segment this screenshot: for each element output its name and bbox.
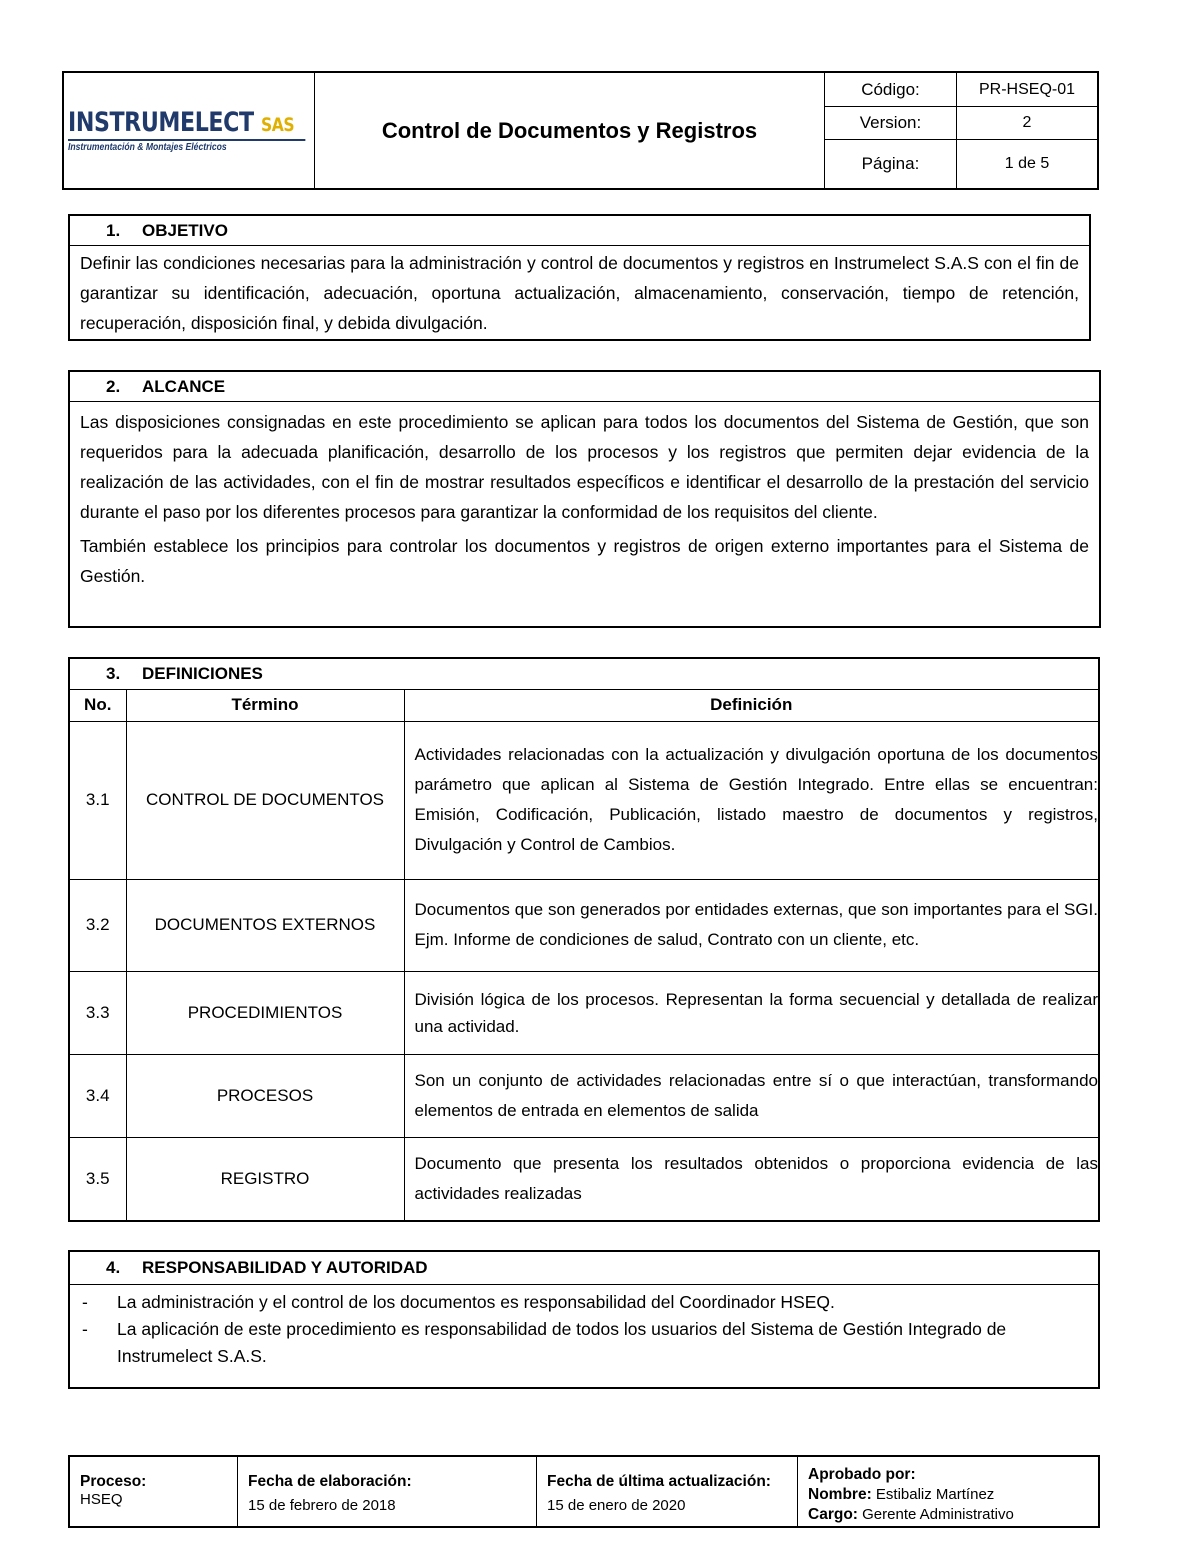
table-row: 3.3 PROCEDIMIENTOS División lógica de los procesos. Representan la forma secuencial y detallada de realizar una actividad. [70,971,1098,1054]
definitions-table [70,690,1098,1221]
responsibility-list [70,1285,1098,1376]
table-header-row: No. Término Definición [70,690,1098,721]
company-logo [64,73,315,188]
meta-version-row: Version: 2 [825,107,1097,140]
section-heading: 4. RESPONSABILIDAD Y AUTORIDAD [70,1252,1098,1285]
meta-page-row: Página: 1 de 5 [825,140,1097,188]
section-text [70,402,1099,597]
document-title: Control de Documentos y Registros [315,73,825,188]
paragraph: También establece los principios para controlar los documentos y registros de origen externo importantes para el Sistema de Gestión. [80,536,1089,586]
table-row: 3.2 DOCUMENTOS EXTERNOS Documentos que son generados por entidades externas, que son importantes para el SGI. Ejm. Informe de condiciones de salud, Contrato con un cliente, etc. [70,879,1098,971]
document-meta [825,73,1097,188]
footer-fecha-actualizacion: Fecha de última actualización: 15 de enero de 2020 [537,1457,798,1526]
section-objetivo [68,214,1091,341]
section-definiciones [68,657,1100,1222]
logo-wordmark: INSTRUMELECT SAS [68,106,295,138]
meta-code-row: Código: PR-HSEQ-01 [825,73,1097,107]
footer-fecha-elaboracion: Fecha de elaboración: 15 de febrero de 2018 [238,1457,537,1526]
paragraph: Las disposiciones consignadas en este procedimiento se aplican para todos los documentos del Sistema de Gestión, que son requeridos para la adecuada planificación, desarrollo de los procesos y los registros que permiten dejar evidencia de la realización de las actividades, con el fin de mostrar resultados específicos e identificar el desarrollo de la prestación del servicio durante el paso por los diferentes procesos para garantizar la conformidad de los requisitos del cliente. [80,412,1089,522]
footer-proceso: Proceso: HSEQ [70,1457,238,1526]
footer-aprobado: Aprobado por: Nombre: Estibaliz Martínez Cargo: Gerente Administrativo [808,1466,1014,1523]
table-row: 3.1 CONTROL DE DOCUMENTOS Actividades relacionadas con la actualización y divulgación oportuna de los documentos parámetro que aplican al Sistema de Gestión Integrado. Entre ellas se encuentran: Emisión, Codificación, Publicación, listado maestro de documentos y registros, Divulgación y Control de Cambios. [70,721,1098,879]
table-row: 3.5 REGISTRO Documento que presenta los resultados obtenidos o proporciona evidencia de las actividades realizadas [70,1137,1098,1221]
list-item: - La aplicación de este procedimiento es responsabilidad de todos los usuarios del Sistema de Gestión Integrado de Instrumelect S.A.S. [82,1319,1007,1366]
section-heading: 3. DEFINICIONES [70,659,1098,690]
section-responsabilidad [68,1250,1100,1389]
document-footer [68,1455,1100,1528]
list-item: - La administración y el control de los documentos es responsabilidad del Coordinador HSEQ. [82,1292,835,1312]
table-row: 3.4 PROCESOS Son un conjunto de actividades relacionadas entre sí o que interactúan, transformando elementos de entrada en elementos de salida [70,1054,1098,1137]
document-header [62,71,1099,190]
section-alcance [68,370,1101,628]
section-text: Definir las condiciones necesarias para la administración y control de documentos y registros en Instrumelect S.A.S con el fin de garantizar su identificación, adecuación, oportuna actualización, almacenamiento, conservación, tiempo de retención, recuperación, disposición final, y debida divulgación. [80,253,1079,333]
section-heading: 1. OBJETIVO [70,216,1089,246]
logo-tagline: Instrumentación & Montajes Eléctricos [68,139,305,153]
section-heading: 2. ALCANCE [70,372,1099,402]
